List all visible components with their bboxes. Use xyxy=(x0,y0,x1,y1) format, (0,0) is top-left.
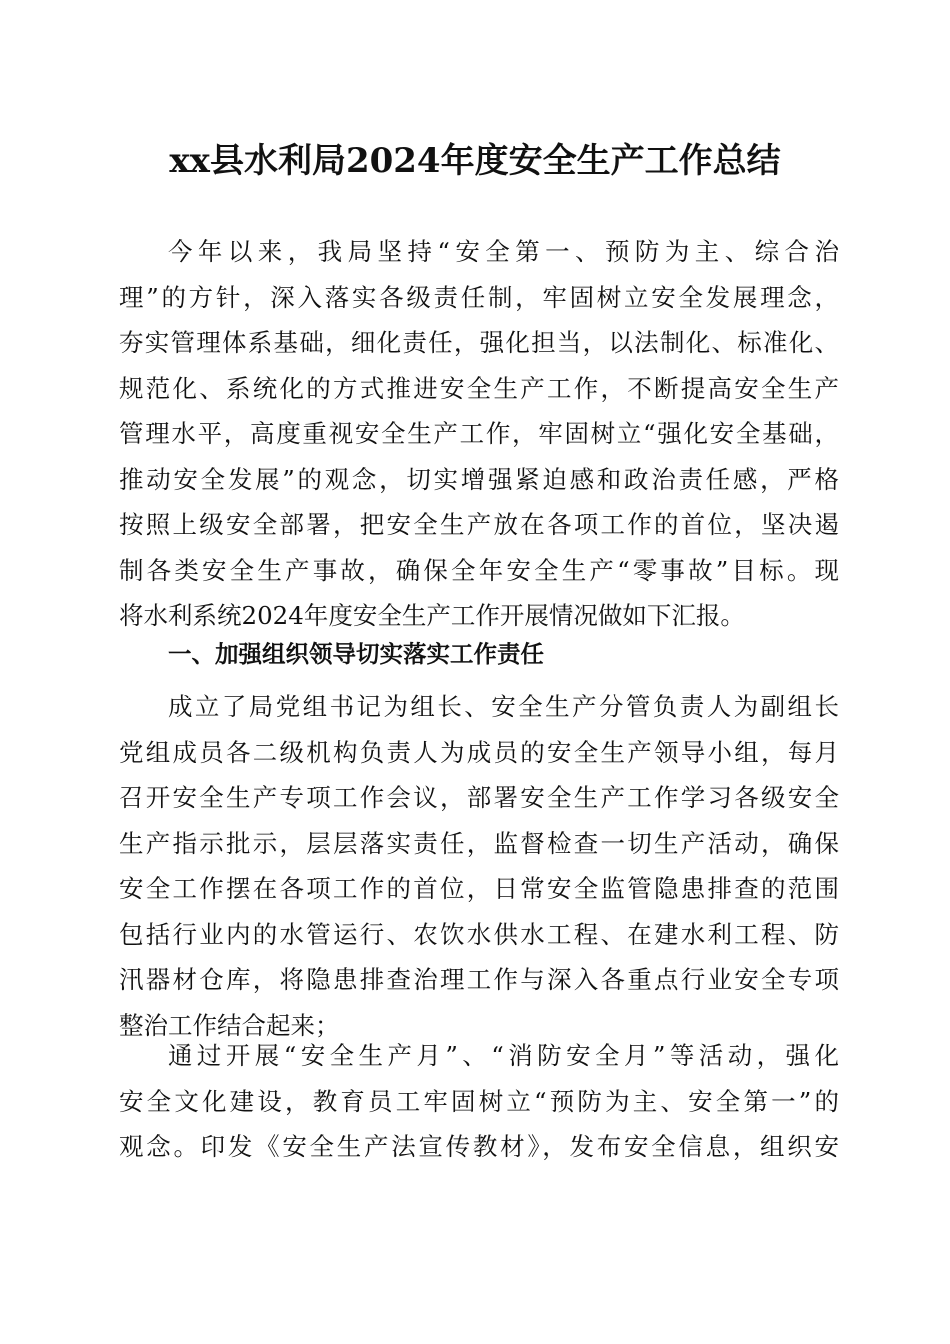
paragraph-line: 整治工作结合起来； xyxy=(119,1010,340,1040)
section-paragraph xyxy=(119,1033,839,1170)
paragraph-line: 制各类安全生产事故，确保全年安全生产“零事故”目标。现 xyxy=(119,555,839,585)
paragraph-line: 将水利系统2024年度安全生产工作开展情况做如下汇报。 xyxy=(119,601,745,630)
paragraph-line: 召开安全生产专项工作会议，部署安全生产工作学习各级安全 xyxy=(119,783,839,812)
paragraph-line: 成立了局党组书记为组长、安全生产分管负责人为副组长 xyxy=(168,692,839,721)
paragraph-line: 按照上级安全部署，把安全生产放在各项工作的首位，坚决遏 xyxy=(119,510,839,539)
paragraph-line: 通过开展“安全生产月”、“消防安全月”等活动，强化 xyxy=(168,1041,839,1070)
paragraph-line: 规范化、系统化的方式推进安全生产工作，不断提高安全生产 xyxy=(119,373,839,403)
section-paragraph xyxy=(119,684,839,1048)
paragraph-line: 包括行业内的水管运行、农饮水供水工程、在建水利工程、防 xyxy=(119,919,839,949)
document-title: xx县水利局2024年度安全生产工作总结 xyxy=(169,141,781,181)
paragraph-line: 生产指示批示，层层落实责任，监督检查一切生产活动，确保 xyxy=(119,828,839,858)
paragraph-line: 安全工作摆在各项工作的首位，日常安全监管隐患排查的范围 xyxy=(119,874,839,903)
paragraph-line: 推动安全发展”的观念，切实增强紧迫感和政治责任感，严格 xyxy=(119,464,839,494)
paragraph-line: 安全文化建设，教育员工牢固树立“预防为主、安全第一”的 xyxy=(119,1086,839,1116)
paragraph-line: 汛器材仓库，将隐患排查治理工作与深入各重点行业安全专项 xyxy=(119,965,839,994)
paragraph-line: 管理水平，高度重视安全生产工作，牢固树立“强化安全基础， xyxy=(119,419,839,448)
paragraph-line: 今年以来，我局坚持“安全第一、预防为主、综合治 xyxy=(168,237,839,266)
section-heading: 一、加强组织领导切实落实工作责任 xyxy=(168,640,544,668)
paragraph-line: 党组成员各二级机构负责人为成员的安全生产领导小组，每月 xyxy=(119,737,839,767)
paragraph-line: 理”的方针，深入落实各级责任制，牢固树立安全发展理念， xyxy=(119,282,839,312)
section-heading-container xyxy=(119,632,839,678)
intro-paragraph xyxy=(119,229,839,639)
paragraph-line: 观念。印发《安全生产法宣传教材》，发布安全信息，组织安 xyxy=(119,1132,839,1161)
paragraph-line: 夯实管理体系基础，细化责任，强化担当，以法制化、标准化、 xyxy=(119,328,839,357)
